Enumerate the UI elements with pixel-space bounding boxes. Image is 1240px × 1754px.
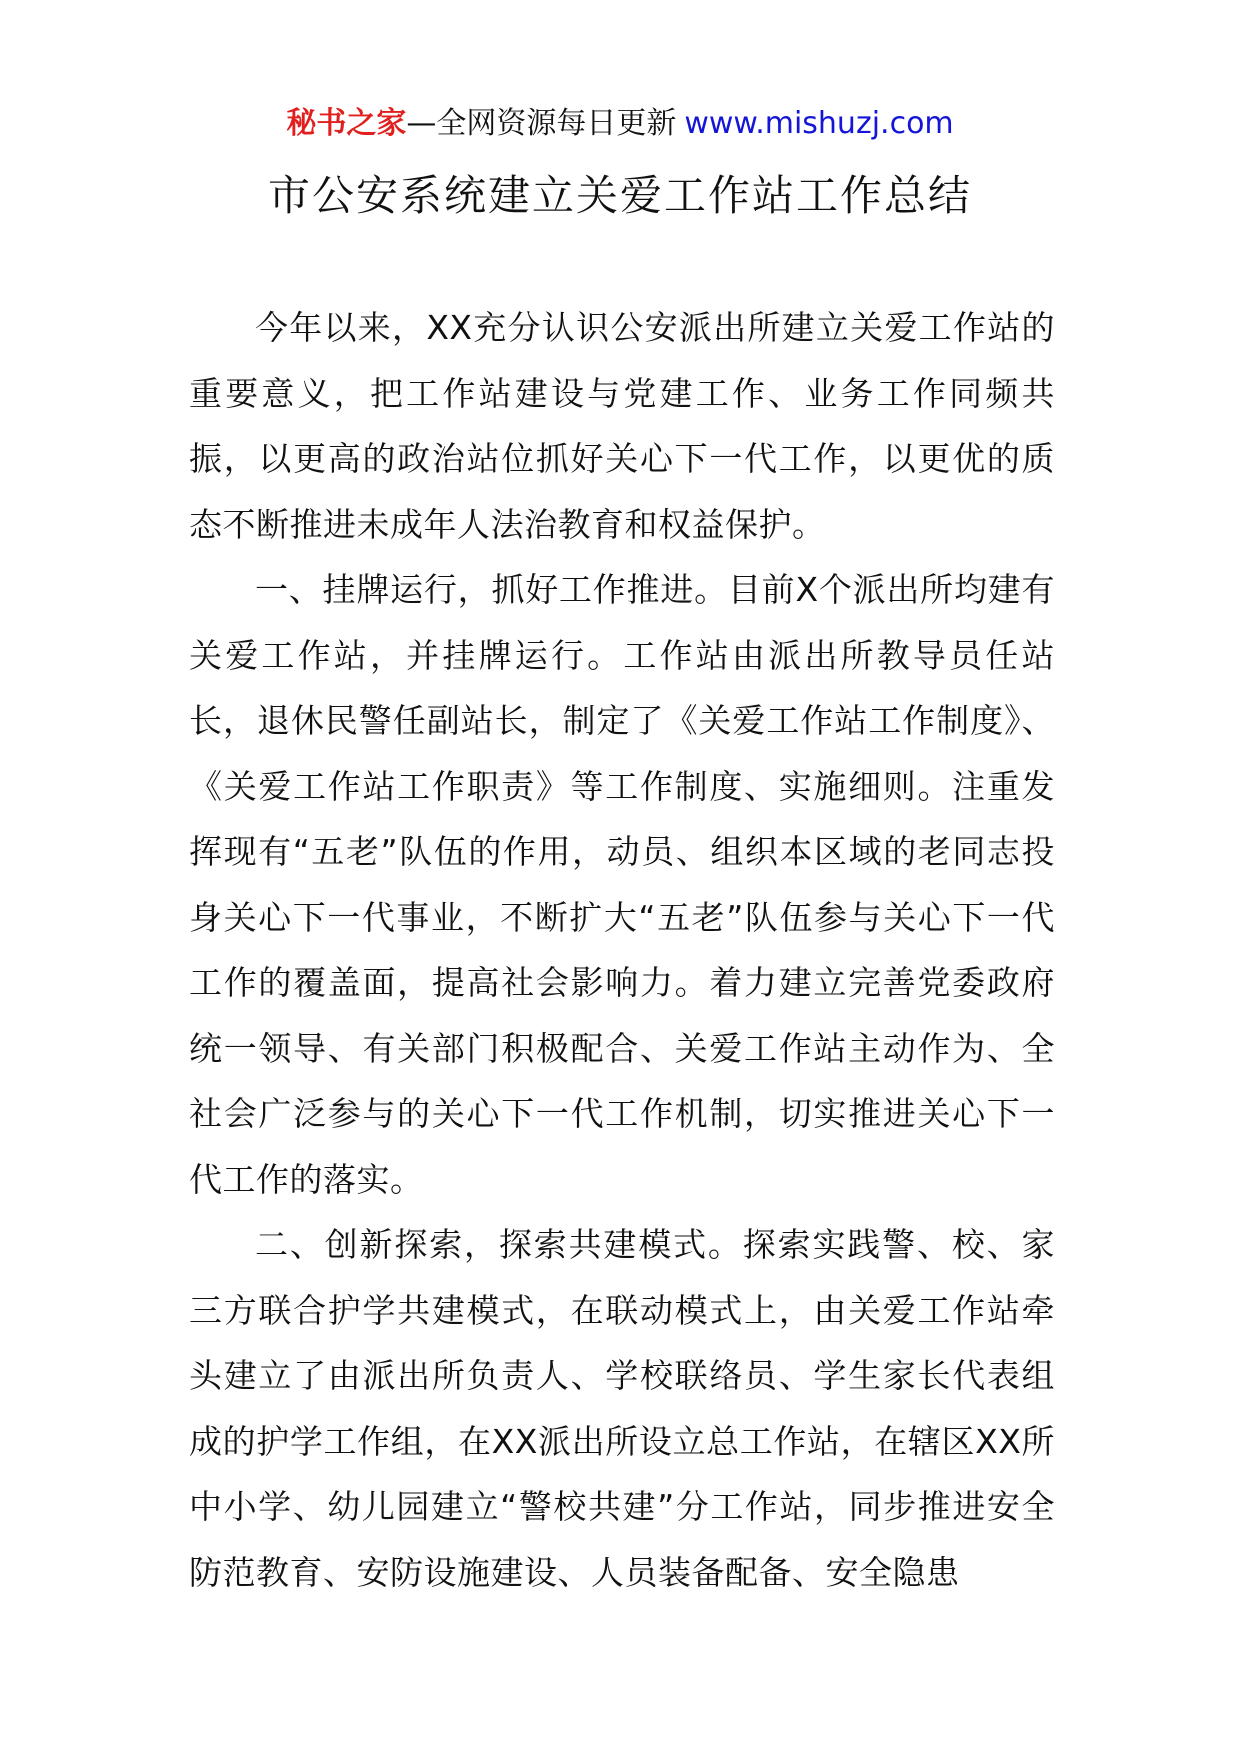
brand-name: 秘书之家 [286, 106, 407, 141]
banner-tagline: —全网资源每日更新 [406, 106, 677, 141]
document-body [189, 295, 1055, 1605]
site-url-link[interactable]: www.mishuzj.com [684, 106, 954, 141]
body-paragraph-intro: 今年以来，XX充分认识公安派出所建立关爱工作站的重要意义，把工作站建设与党建工作、业务工作同频共振，以更高的政治站位抓好关心下一代工作，以更优的质态不断推进未成年人法治教育和权益保护。 [189, 308, 1055, 544]
document-title: 市公安系统建立关爱工作站工作总结 [267, 171, 972, 220]
site-banner [0, 104, 1240, 144]
body-paragraph-section-1: 一、挂牌运行，抓好工作推进。目前X个派出所均建有关爱工作站，并挂牌运行。工作站由派出所教导员任站长，退休民警任副站长，制定了《关爱工作站工作制度》、《关爱工作站工作职责》等工作制度、实施细则。注重发挥现有“五老”队伍的作用，动员、组织本区域的老同志投身关心下一代事业，不断扩大“五老”队伍参与关心下一代工作的覆盖面，提高社会影响力。着力建立完善党委政府统一领导、有关部门积极配合、关爱工作站主动作为、全社会广泛参与的关心下一代工作机制，切实推进关心下一代工作的落实。 [189, 570, 1055, 1199]
body-paragraph-section-2: 二、创新探索，探索共建模式。探索实践警、校、家三方联合护学共建模式，在联动模式上，由关爱工作站牵头建立了由派出所负责人、学校联络员、学生家长代表组成的护学工作组，在XX派出所设立总工作站，在辖区XX所中小学、幼儿园建立“警校共建”分工作站，同步推进安全防范教育、安防设施建设、人员装备配备、安全隐患 [189, 1225, 1055, 1592]
